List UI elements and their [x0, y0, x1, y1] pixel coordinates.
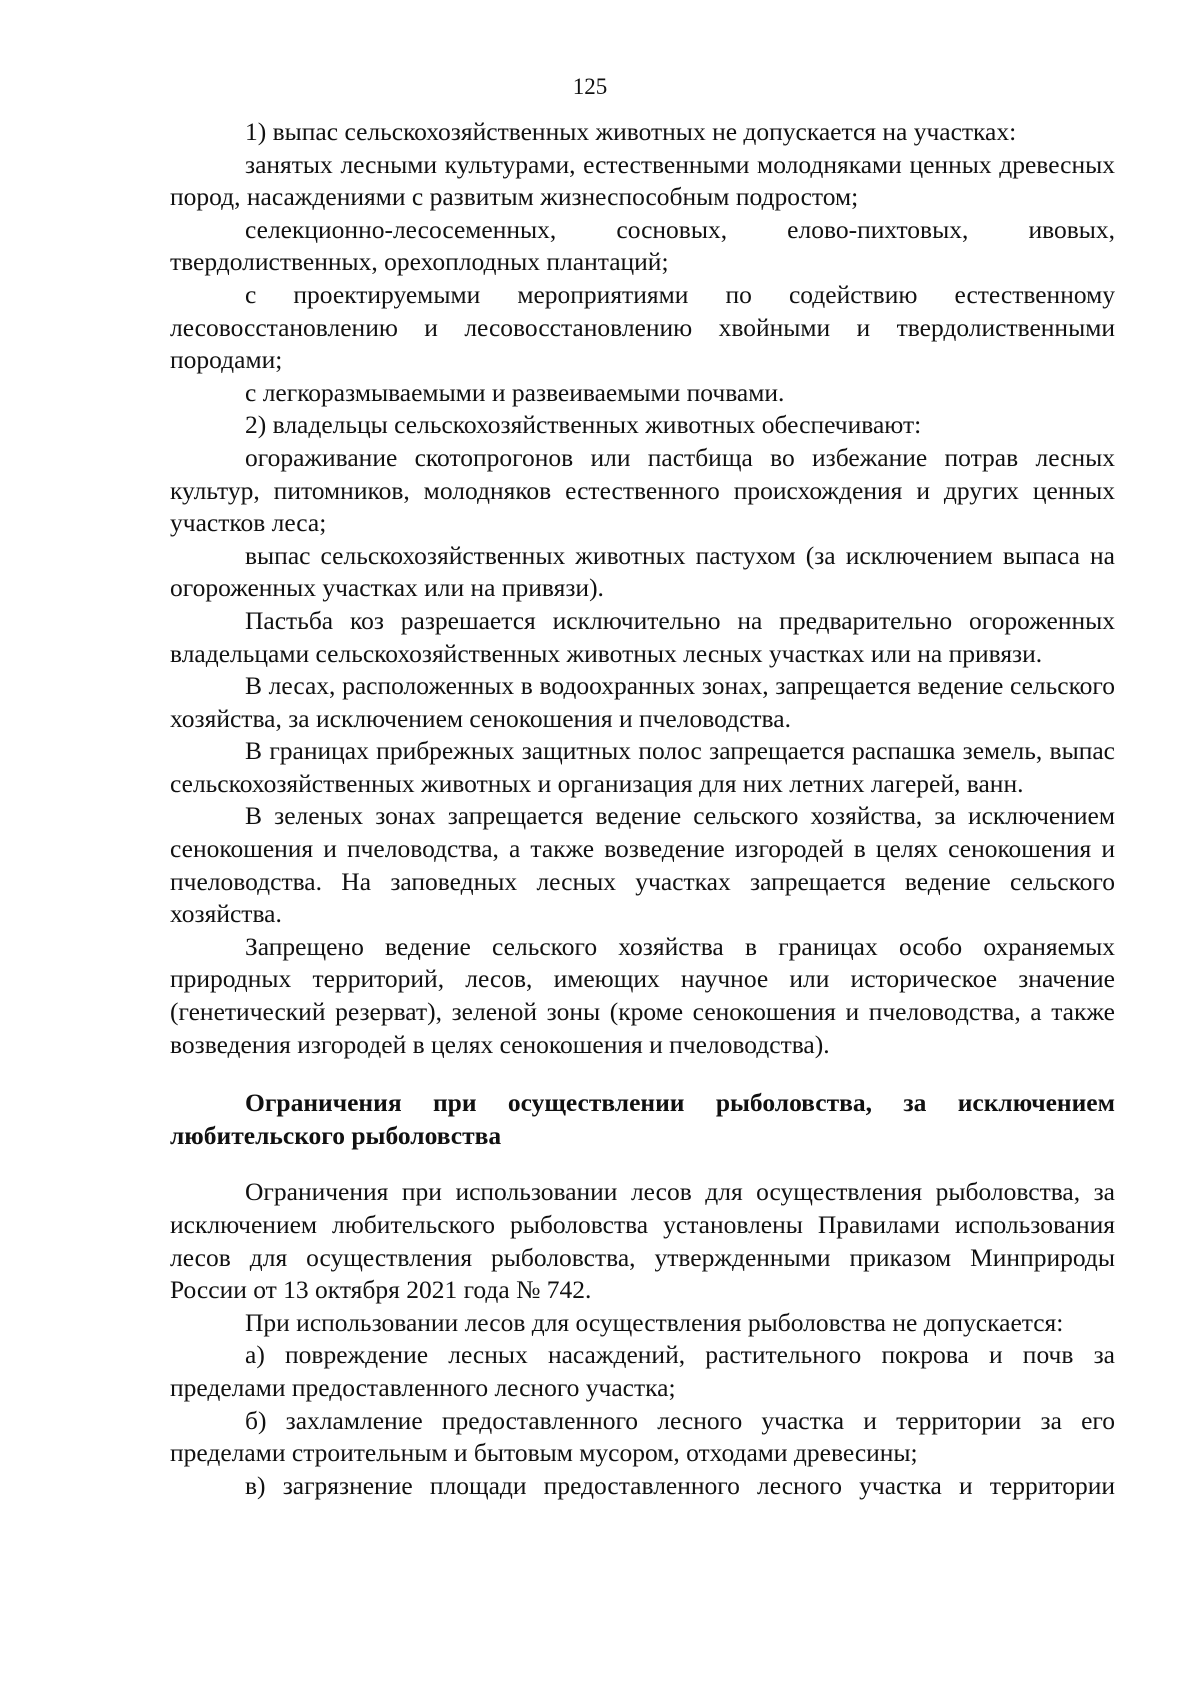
- paragraph-7: огораживание скотопрогонов или пастбища во избежание потрав лесных культур, питомников, молодняков естественного происхождения и других ценных участков леса;: [170, 442, 1115, 538]
- paragraph-12: В зеленых зонах запрещается ведение сельского хозяйства, за исключением сенокошения и пчеловодства, а также возведение изгородей в целях сенокошения и пчеловодства. На заповедных лесных участках запрещается ведение сельского хозяйства.: [170, 801, 1115, 929]
- paragraph-16: а) повреждение лесных насаждений, растительного покрова и почв за пределами предоставленного лесного участка;: [170, 1340, 1115, 1402]
- paragraph-18: в) загрязнение площади предоставленного лесного участка и территории: [245, 1470, 1115, 1500]
- section-heading: Ограничения при осуществлении рыболовства, за исключением любительского рыболовства: [170, 1088, 1115, 1150]
- paragraph-13: Запрещено ведение сельского хозяйства в границах особо охраняемых природных территорий, лесов, имеющих научное или историческое значение (генетический резерват), зеленой зоны (кроме сенокошения и пчеловодства, а также возведения изгородей в целях сенокошения и пчеловодства).: [170, 931, 1115, 1059]
- paragraph-3: селекционно-лесосеменных, сосновых, елово-пихтовых, ивовых, твердолиственных, орехоплодных плантаций;: [170, 214, 1115, 277]
- paragraph-15: При использовании лесов для осуществления рыболовства не допускается:: [245, 1307, 1064, 1337]
- paragraph-8: выпас сельскохозяйственных животных пастухом (за исключением выпаса на огороженных участках или на привязи).: [170, 540, 1115, 603]
- page-number: 125: [572, 74, 608, 99]
- document-body: [170, 116, 1115, 1502]
- paragraph-1: 1) выпас сельскохозяйственных животных не допускается на участках:: [245, 117, 1017, 146]
- paragraph-5: с легкоразмываемыми и развеиваемыми почвами.: [245, 377, 785, 407]
- paragraph-10: В лесах, расположенных в водоохранных зонах, запрещается ведение сельского хозяйства, за исключением сенокошения и пчеловодства.: [170, 671, 1115, 733]
- paragraph-14: Ограничения при использовании лесов для осуществления рыболовства, за исключением любительского рыболовства установлены Правилами использования лесов для осуществления рыболовства, утвержденными приказом Минприроды России от 13 октября 2021 года № 742.: [170, 1177, 1115, 1305]
- paragraph-4: с проектируемыми мероприятиями по содействию естественному лесовосстановлению и лесовосстановлению хвойными и твердолиственными породами;: [170, 279, 1115, 375]
- paragraph-11: В границах прибрежных защитных полос запрещается распашка земель, выпас сельскохозяйственных животных и организация для них летних лагерей, ванн.: [170, 736, 1115, 798]
- paragraph-17: б) захламление предоставленного лесного участка и территории за его пределами строительным и бытовым мусором, отходами древесины;: [170, 1405, 1115, 1468]
- paragraph-6: 2) владельцы сельскохозяйственных животных обеспечивают:: [245, 410, 922, 440]
- paragraph-9: Пастьба коз разрешается исключительно на предварительно огороженных владельцами сельскохозяйственных животных лесных участках или на привязи.: [170, 605, 1115, 668]
- paragraph-2: занятых лесными культурами, естественными молодняками ценных древесных пород, насаждениями с развитым жизнеспособным подростом;: [170, 149, 1115, 212]
